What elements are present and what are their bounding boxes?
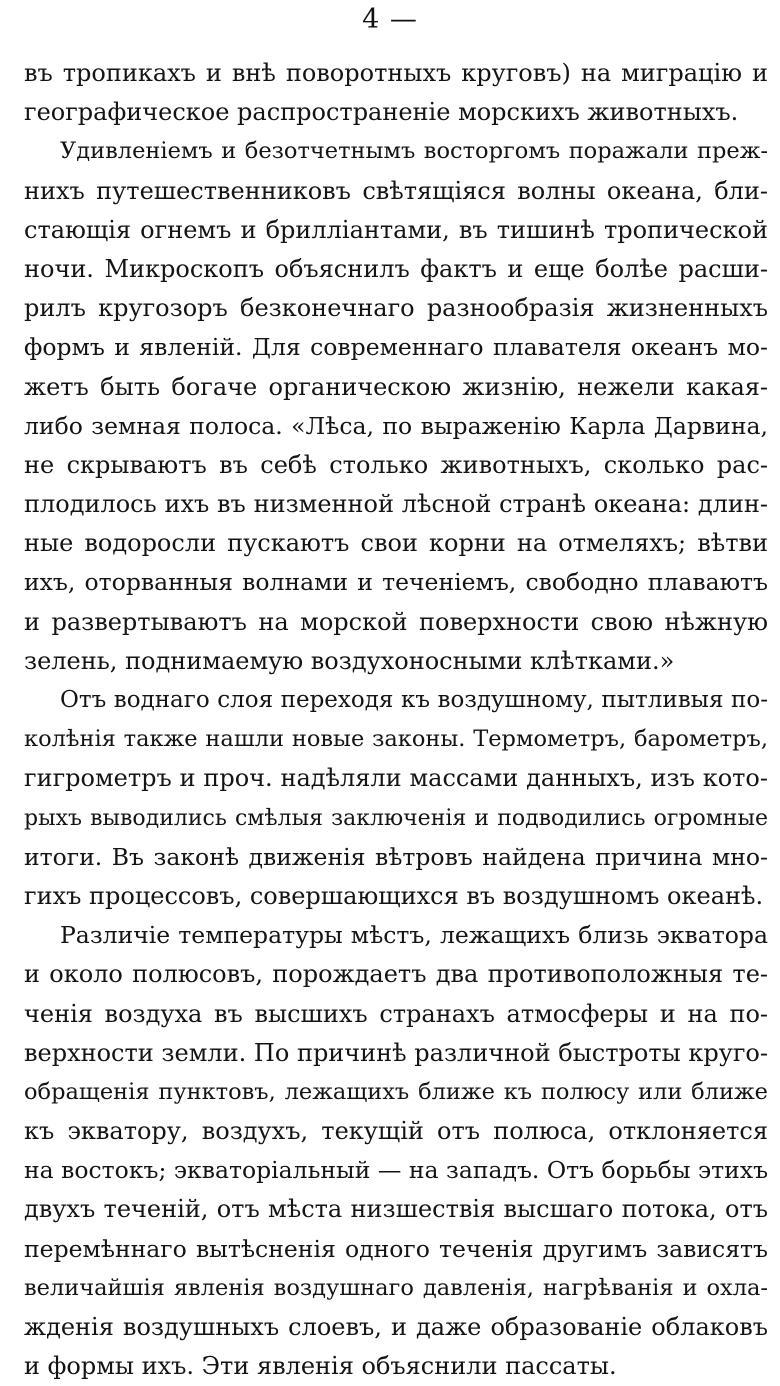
text-line: гигрометръ и проч. надѣляли массами данныхъ, изъ кото- — [24, 764, 768, 793]
page-number: 4 — — [362, 4, 418, 35]
text-line: стающія огнемъ и брилліантами, въ тишинѣ тропической — [24, 215, 768, 244]
text-line: къ экватору, воздухъ, текущій отъ полюса, отклоняется — [24, 1117, 768, 1146]
text-line: ночи. Микроскопъ объяснилъ фактъ и еще болѣе расши- — [24, 254, 768, 283]
text-line: рилъ кругозоръ безконечнаго разнообразія жизненныхъ — [24, 294, 768, 323]
text-line: и развертываютъ на морской поверхности свою нѣжную — [24, 607, 768, 636]
text-line: и формы ихъ. Эти явленія объяснили пассаты. — [24, 1352, 617, 1381]
text-line: въ тропикахъ и внѣ поворотныхъ круговъ) на миграцію и — [24, 59, 768, 87]
text-line: географическое распространеніе морскихъ животныхъ. — [24, 98, 739, 127]
text-line: либо земная полоса. «Лѣса, по выраженію Карла Дарвина, — [24, 411, 768, 440]
text-line: и около полюсовъ, порождаетъ два противоположныя те- — [24, 960, 768, 989]
text-line: двухъ теченій, отъ мѣста низшествія высшаго потока, отъ — [24, 1195, 768, 1224]
text-line: зелень, поднимаемую воздухоносными клѣтками.» — [24, 646, 675, 675]
text-line: Отъ воднаго слоя переходя къ воздушному, пытливыя по- — [60, 687, 768, 713]
text-line: жетъ быть богаче органическою жизнію, нежели какая- — [24, 372, 768, 401]
text-line: ченія воздуха въ высшихъ странахъ атмосферы и на по- — [24, 999, 768, 1028]
text-line: на востокъ; экваторіальный — на западъ. Отъ борьбы этихъ — [24, 1156, 768, 1185]
text-line: величайшія явленія воздушнаго давленія, нагрѣванія и охла- — [24, 1274, 768, 1301]
text-line: ихъ, оторванныя волнами и теченіемъ, свободно плаваютъ — [24, 568, 768, 597]
text-line: гихъ процессовъ, совершающихся въ воздушномъ океанѣ. — [24, 881, 764, 910]
text-line: колѣнія также нашли новые законы. Термометръ, барометръ, — [24, 726, 768, 753]
text-line: нихъ путешественниковъ свѣтящіяся волны океана, бли- — [24, 176, 768, 205]
text-line: Удивленіемъ и безотчетнымъ восторгомъ поражали преж- — [60, 138, 768, 165]
text-line: ные водоросли пускаютъ свои корни на отмеляхъ; вѣтви — [24, 529, 768, 558]
text-line: обращенія пунктовъ, лежащихъ ближе къ полюсу или ближе — [24, 1078, 768, 1105]
text-line: жденія воздушныхъ слоевъ, и даже образованіе облаковъ — [24, 1313, 768, 1341]
text-line: перемѣннаго вытѣсненія одного теченія другимъ зависятъ — [24, 1234, 768, 1263]
text-line: рыхъ выводились смѣлыя заключенія и подводились огромные — [24, 805, 768, 831]
text-line: итоги. Въ законѣ движенія вѣтровъ найдена причина мно- — [24, 842, 768, 871]
text-line: плодилось ихъ въ низменной лѣсной странѣ океана: длин- — [24, 490, 768, 519]
text-line: не скрываютъ въ себѣ столько животныхъ, сколько рас- — [24, 450, 768, 479]
body-text — [24, 54, 768, 1386]
text-line: верхности земли. По причинѣ различной быстроты круго- — [24, 1038, 768, 1067]
text-line: Различіе температуры мѣстъ, лежащихъ близь экватора — [60, 921, 768, 950]
text-line: формъ и явленій. Для современнаго плавателя океанъ мо- — [24, 333, 768, 362]
